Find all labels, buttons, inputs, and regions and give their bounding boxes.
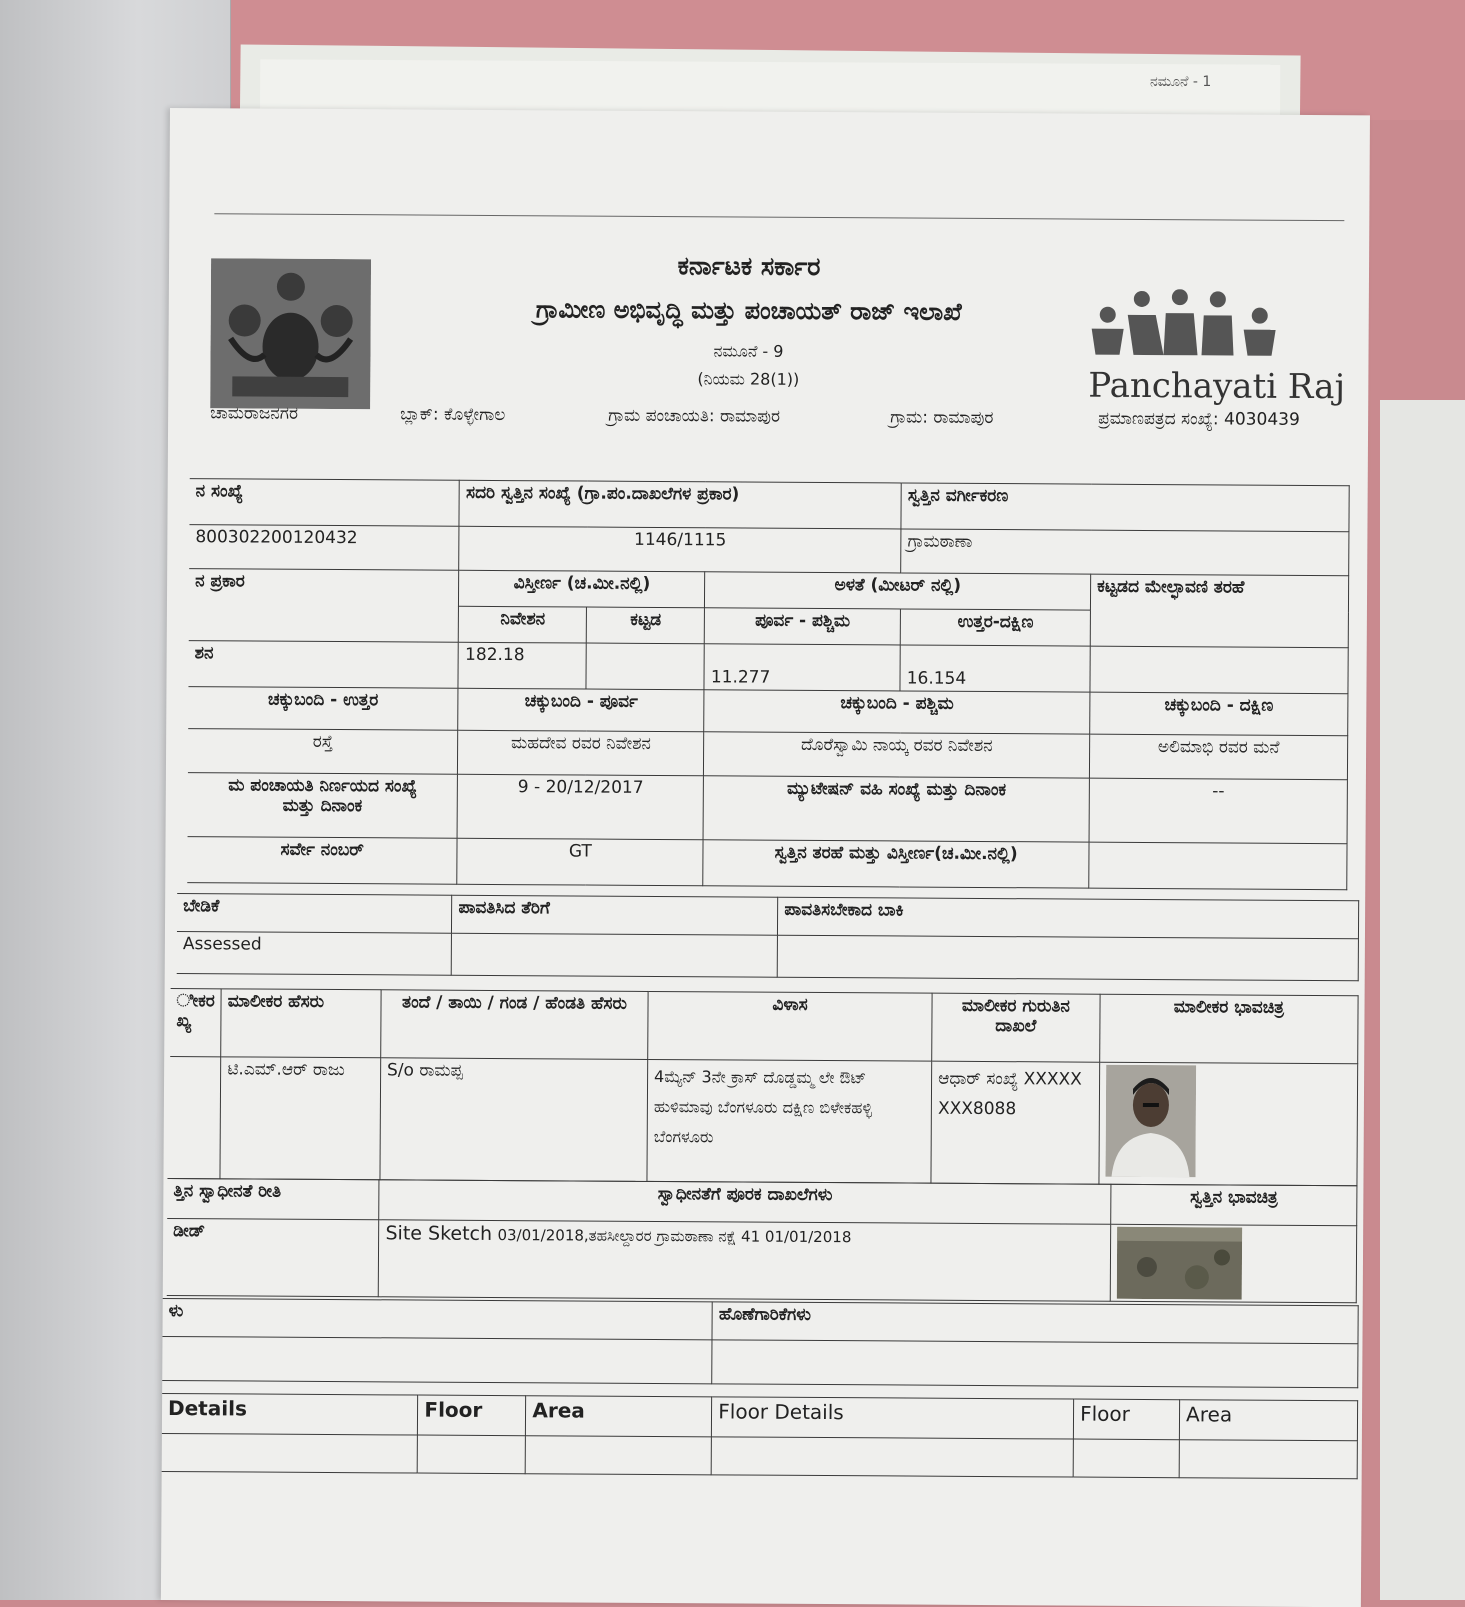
gram-panchayat-label: ಗ್ರಾಮ ಪಂಚಾಯತಿ: ರಾಮಾಪುರ: [608, 405, 781, 427]
liabilities-table: [162, 1298, 1358, 1388]
mutation-value: --: [1089, 778, 1347, 844]
liabilities-value: [712, 1340, 1358, 1388]
form-number: ನಮೂನೆ - 9: [713, 341, 784, 361]
property-photo-label: ಸ್ವತ್ತಿನ ಭಾವಚಿತ್ರ: [1111, 1184, 1357, 1226]
floor-right-value: [1073, 1439, 1179, 1478]
tax-due-label: ಪಾವತಿಸಬೇಕಾದ ಬಾಕಿ: [778, 897, 1359, 939]
owner-name-value: ಟಿ.ಎಮ್.ಆರ್ ರಾಜು: [220, 1057, 380, 1180]
ownership-mode-value: ಡೀಡ್: [167, 1219, 379, 1297]
ownership-table: [167, 1178, 1358, 1303]
east-west-label: ಪೂರ್ವ - ಪಶ್ಚಿಮ: [705, 608, 901, 645]
sadari-number-label: ಸದರಿ ಸ್ವತ್ತಿನ ಸಂಖ್ಯೆ (ಗ್ರಾ.ಪಂ.ದಾಖಲೆಗಳ ಪ್ರಕಾರ): [459, 480, 901, 529]
certificate-number: ಪ್ರಮಾಣಪತ್ರದ ಸಂಖ್ಯೆ: 4030439: [1098, 408, 1300, 430]
tax-paid-value: [452, 933, 778, 977]
property-nature-value: [1089, 842, 1347, 890]
property-photo-cell: [1110, 1224, 1356, 1303]
owner-id-header: ಮಾಲೀಕರ ಗುರುತಿನ ದಾಖಲೆ: [932, 993, 1100, 1062]
owner-number-value: [169, 1057, 220, 1179]
tax-table: [177, 893, 1359, 981]
boundary-north-value: ರಸ್ತೆ: [188, 729, 458, 775]
demand-label: ಬೇಡಿಕೆ: [177, 894, 452, 934]
site-sketch-text: Site Sketch: [385, 1222, 493, 1245]
supporting-docs-value: [379, 1220, 1111, 1301]
resolution-label: [188, 773, 458, 839]
floor-left-header: Floor: [418, 1395, 526, 1436]
property-id-value: 800302200120432: [189, 525, 459, 571]
boundary-west-value: ದೊರೆಸ್ವಾಮಿ ನಾಯ್ಕ ರವರ ನಿವೇಶನ: [704, 732, 1090, 778]
boundary-south-value: ಅಲಿಮಾಭಿ ರವರ ಮನೆ: [1090, 734, 1348, 780]
area-right-value: [1179, 1440, 1357, 1479]
panchayati-raj-logo-text: Panchayati Raj: [1088, 365, 1346, 408]
property-nature-label: ಸ್ವತ್ತಿನ ತರಹೆ ಮತ್ತು ವಿಸ್ತೀರ್ಣ(ಚ.ಮೀ.ನಲ್ಲಿ): [703, 840, 1089, 888]
background-paper: [1380, 400, 1465, 1600]
area-left-value: [526, 1436, 712, 1475]
survey-number-value: GT: [457, 838, 703, 886]
top-rule: [214, 213, 1344, 221]
resolution-value: 9 - 20/12/2017: [457, 774, 703, 840]
rule-number: (ನಿಯಮ 28(1)): [697, 369, 800, 389]
property-type-label: ನ ಪ್ರಕಾರ: [189, 569, 459, 643]
area-label: ವಿಸ್ತೀರ್ಣ (ಚ.ಮೀ.ನಲ್ಲಿ): [459, 570, 705, 608]
background-fragment-text: ನಮೂನೆ - 1: [1150, 74, 1212, 90]
area-left-header: Area: [526, 1396, 712, 1437]
assessed-label: Assessed: [177, 932, 452, 976]
relation-name-value: S/o ರಾಮಪ್ಪ: [380, 1058, 648, 1182]
floor-details-left-value: [162, 1433, 418, 1473]
floor-details-left-header: Details: [162, 1393, 418, 1435]
floor-left-value: [418, 1435, 526, 1474]
owner-photo: [1105, 1065, 1196, 1178]
site-area-value: 182.18: [458, 642, 586, 689]
sadari-number-value: 1146/1115: [459, 526, 901, 573]
resolution-label-line2: ಮತ್ತು ದಿನಾಂಕ: [282, 795, 363, 817]
supporting-docs-label: ಸ್ವಾಧೀನತೆಗೆ ಪೂರಕ ದಾಖಲೆಗಳು: [379, 1180, 1111, 1224]
block-label: ಬ್ಲಾಕ್: ಕೊಳ್ಳೇಗಾಲ: [400, 404, 506, 426]
owner-id-value: ಆಧಾರ್ ಸಂಖ್ಯೆ XXXXXXXX8088: [931, 1061, 1099, 1184]
north-south-value: 16.154: [900, 645, 1090, 692]
boundary-east-value: ಮಹದೇವ ರವರ ನಿವೇಶನ: [458, 730, 704, 776]
area-right-header: Area: [1179, 1400, 1357, 1441]
building-area-value: [586, 643, 704, 690]
classification-label: ಸ್ವತ್ತಿನ ವರ್ಗೀಕರಣ: [901, 483, 1349, 532]
relation-name-header: ತಂದೆ / ತಾಯಿ / ಗಂಡ / ಹೆಂಡತಿ ಹೆಸರು: [381, 990, 648, 1060]
property-photo: [1117, 1227, 1242, 1300]
resolution-label-line1: ಮ ಪಂಚಾಯತಿ ನಿರ್ಣಯದ ಸಂಖ್ಯೆ: [228, 775, 417, 797]
mutation-label: ಮ್ಯುಟೇಷನ್ ವಹಿ ಸಂಖ್ಯೆ ಮತ್ತು ದಿನಾಂಕ: [703, 776, 1089, 842]
panchayati-raj-logo-icon: [1083, 289, 1283, 360]
floor-right-header: Floor: [1073, 1399, 1179, 1440]
survey-number-label: ಸರ್ವೇ ನಂಬರ್: [187, 837, 457, 885]
building-label: ಕಟ್ಟಡ: [587, 607, 705, 644]
classification-value: ಗ್ರಾಮಠಾಣಾ: [901, 529, 1349, 576]
ownership-mode-label: ತ್ತಿನ ಸ್ವಾಧೀನತೆ ರೀತಿ: [167, 1179, 379, 1220]
owner-photo-cell: [1099, 1062, 1358, 1186]
boundary-north-label: ಚಕ್ಕುಬಂದಿ - ಉತ್ತರ: [188, 687, 458, 731]
village-label: ಗ್ರಾಮ: ರಾಮಾಪುರ: [890, 407, 994, 429]
boundary-east-label: ಚಕ್ಕುಬಂದಿ - ಪೂರ್ವ: [458, 688, 704, 732]
floor-details-table: [162, 1393, 1358, 1479]
owner-address-value: 4ಮ್ಯೆನ್ 3ನೇ ಕ್ರಾಸ್ ದೊಡ್ಡಮ್ಮ ಲೇ ಔಟ್ ಹುಳಿಮಾವು ಬೆಂಗಳೂರು ದಕ್ಷಿಣ ಬಿಳೇಕಹಳ್ಳಿ ಬೆಂಗಳೂರು: [647, 1059, 932, 1183]
liabilities-left-label: ಳು: [162, 1298, 712, 1339]
document-sheet: [161, 108, 1370, 1607]
tax-due-value: [777, 935, 1358, 981]
floor-details-right-value: [711, 1437, 1073, 1477]
owner-table: [169, 988, 1358, 1186]
east-west-value: 11.277: [704, 644, 900, 691]
property-id-label: ನ ಸಂಖ್ಯೆ: [189, 479, 459, 527]
site-label: ನಿವೇಶನ: [459, 606, 587, 643]
supporting-docs-details: 03/01/2018,ತಹಸೀಲ್ದಾರರ ಗ್ರಾಮಠಾಣಾ ನಕ್ಷೆ 41 01/01/2018: [497, 1226, 852, 1247]
address-header: ವಿಳಾಸ: [648, 991, 932, 1061]
north-south-label: ಉತ್ತರ-ದಕ್ಷಿಣ: [900, 609, 1090, 646]
owner-name-header: ಮಾಲೀಕರ ಹೆಸರು: [221, 989, 381, 1058]
roof-type-label: ಕಟ್ಟಡದ ಮೇಲ್ಛಾವಣಿ ತರಹೆ: [1090, 574, 1348, 648]
district-label: ಚಾಮರಾಜನಗರ: [210, 403, 299, 424]
liabilities-label: ಹೊಣೆಗಾರಿಕೆಗಳು: [712, 1302, 1358, 1344]
owner-number-header: ೀಕರ ಖ್ಯ: [170, 989, 221, 1057]
boundary-west-label: ಚಕ್ಕುಬಂದಿ - ಪಶ್ಚಿಮ: [704, 690, 1090, 734]
boundary-south-label: ಚಕ್ಕುಬಂದಿ - ದಕ್ಷಿಣ: [1090, 692, 1348, 736]
property-details-table: [187, 478, 1349, 890]
owner-photo-header: ಮಾಲೀಕರ ಭಾವಚಿತ್ರ: [1099, 994, 1358, 1064]
roof-type-value: [1090, 646, 1348, 694]
floor-details-right-header: Floor Details: [712, 1397, 1074, 1439]
dept-title: ಗ್ರಾಮೀಣ ಅಭಿವೃದ್ಧಿ ಮತ್ತು ಪಂಚಾಯತ್ ರಾಜ್ ಇಲಾಖೆ: [535, 295, 962, 326]
liabilities-left-value: [162, 1336, 712, 1383]
property-type-value: ಶನ: [188, 641, 458, 689]
gov-title: ಕರ್ನಾಟಕ ಸರ್ಕಾರ: [677, 251, 821, 281]
dimension-label: ಅಳತೆ (ಮೀಟರ್ ನಲ್ಲಿ): [705, 572, 1091, 610]
tax-paid-label: ಪಾವತಿಸಿದ ತೆರಿಗೆ: [452, 895, 778, 935]
